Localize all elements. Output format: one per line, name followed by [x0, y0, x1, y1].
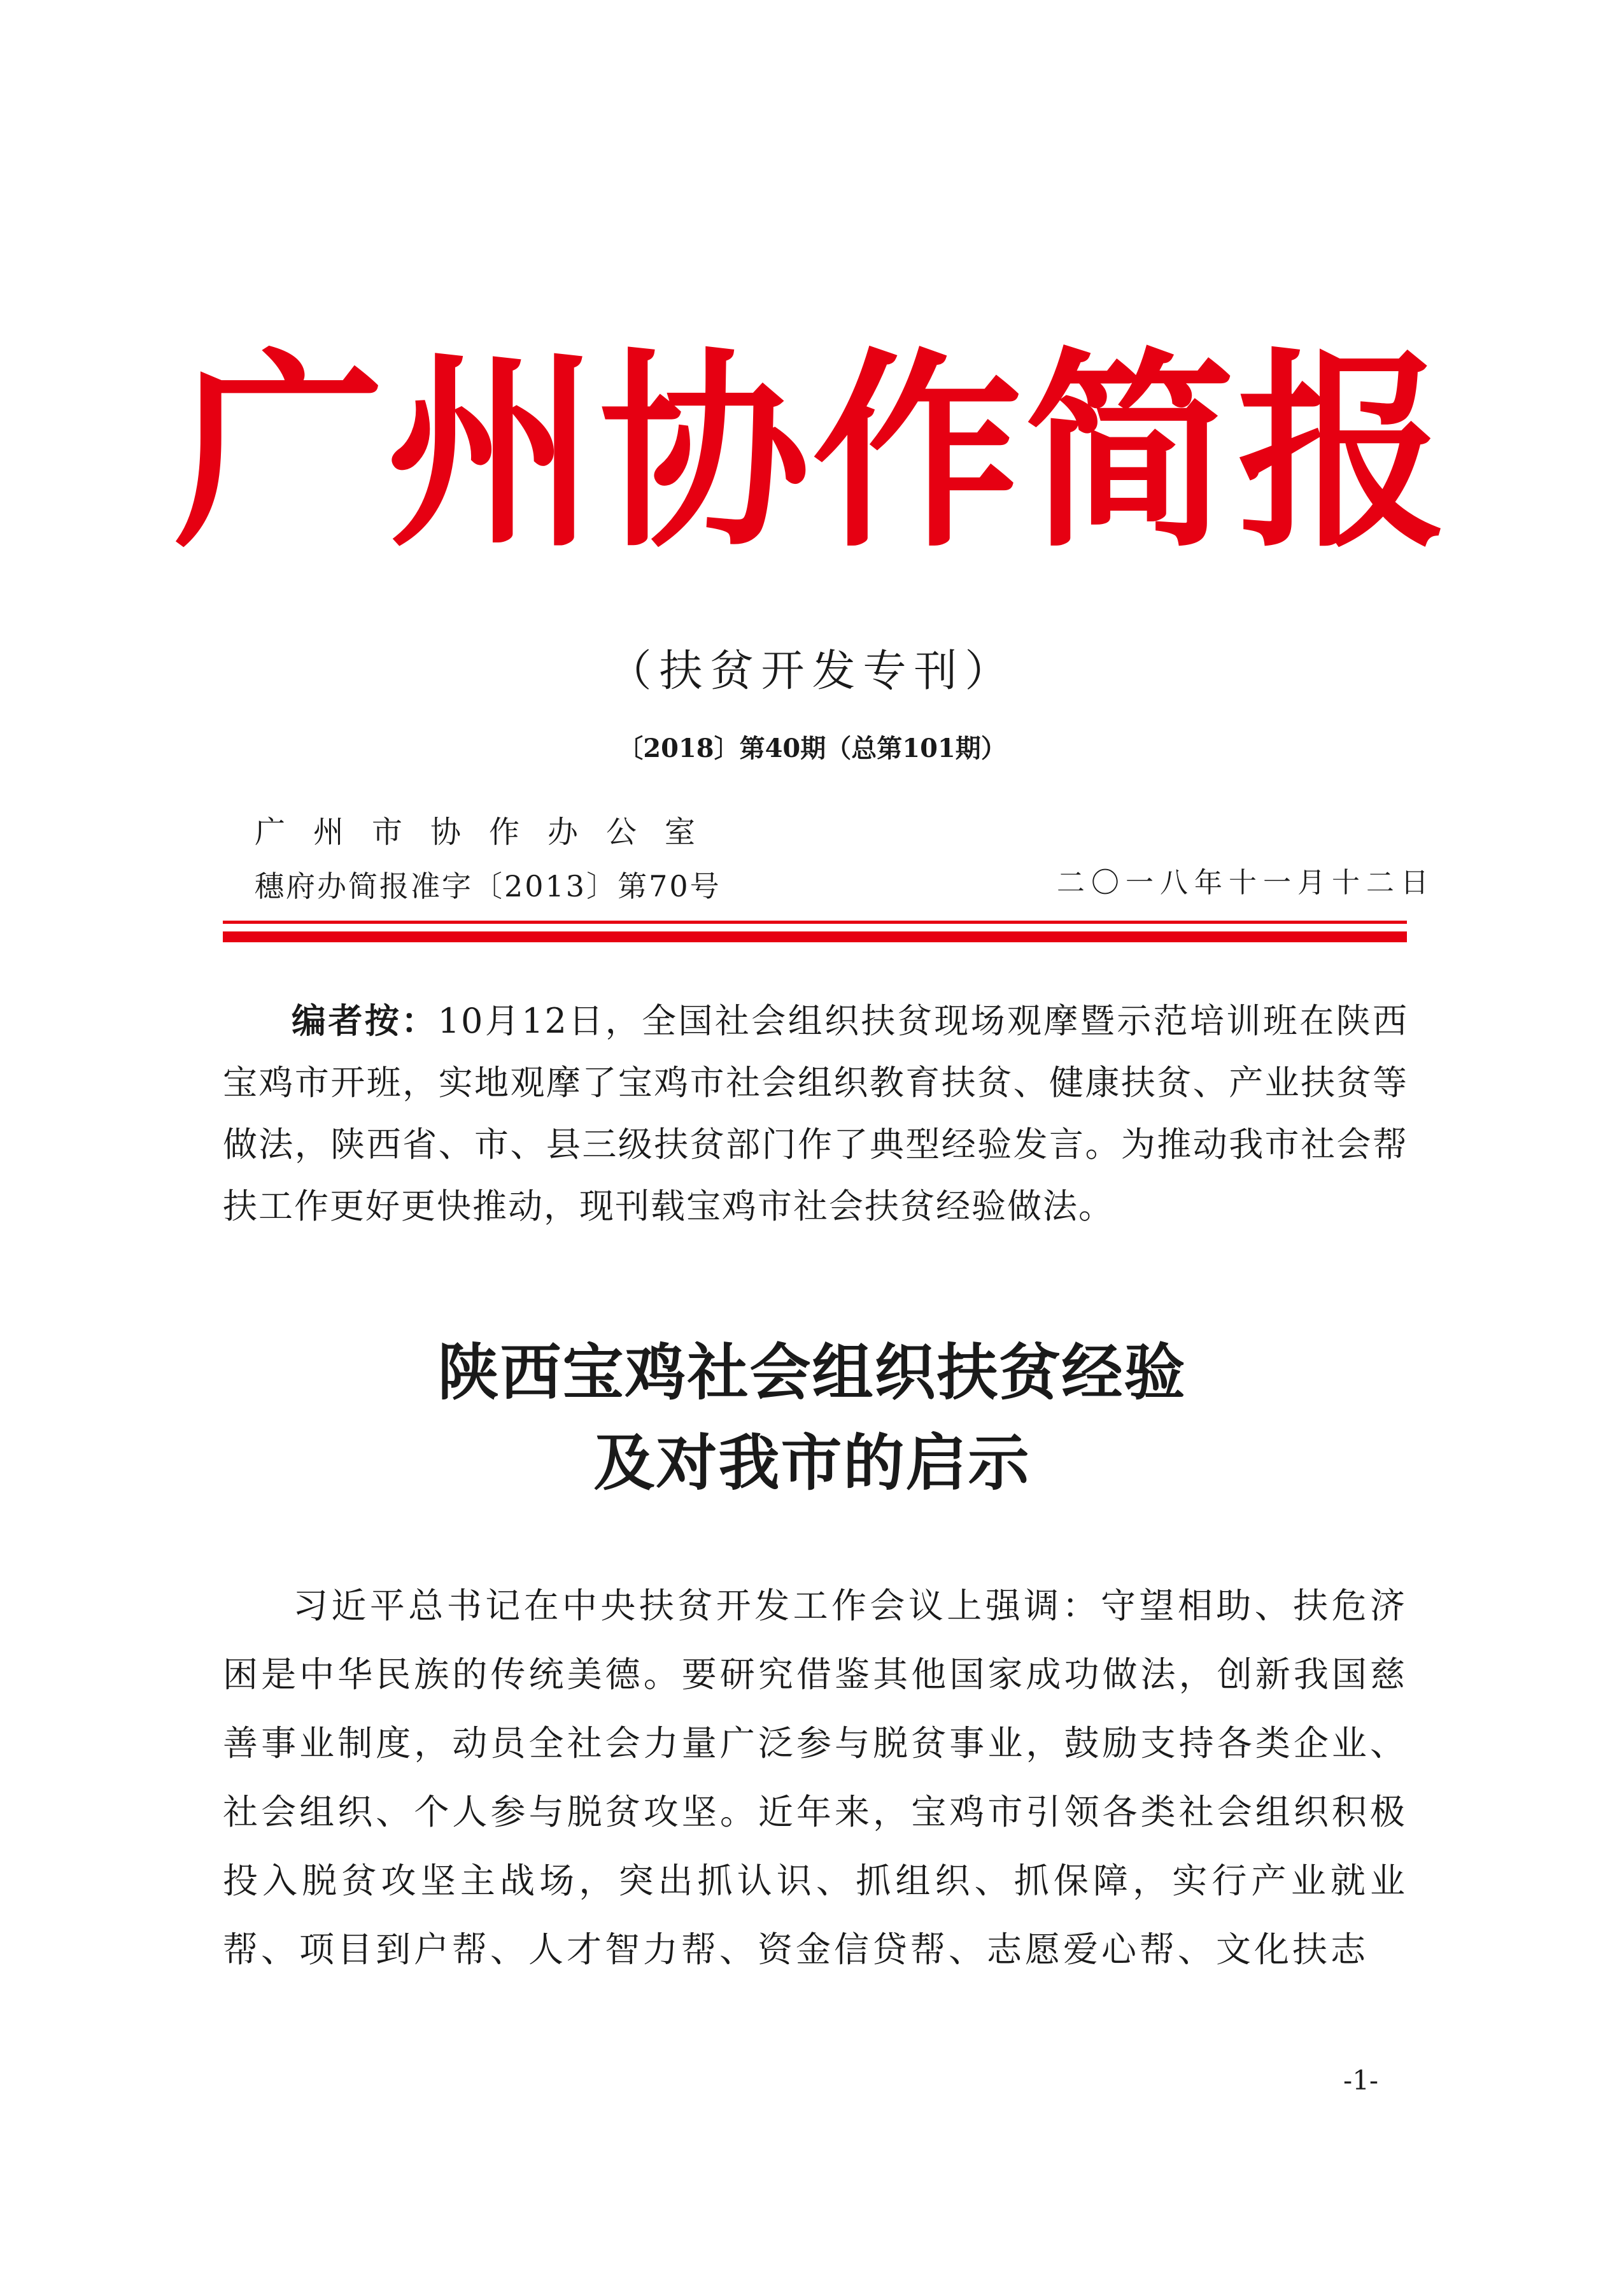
article-title: [0, 1327, 1624, 1508]
issue-number: 〔2018〕第40期（总第101期）: [618, 733, 1006, 763]
header-divider-thin: [223, 921, 1407, 924]
issue-date: 二〇一八年十一月十二日: [1057, 867, 1435, 899]
editor-note-text: 10月12日，全国社会组织扶贫现场观摩暨示范培训班在陕西宝鸡市开班，实地观摩了宝鸡市社会组织教育扶贫、健康扶贫、产业扶贫等做法，陕西省、市、县三级扶贫部门作了典型经验发言。为推动我市社会帮扶工作更好更快推动，现刊载宝鸡市社会扶贫经验做法。: [223, 1001, 1409, 1226]
editor-note-label: 编者按：: [292, 1000, 438, 1041]
header-divider-thick: [223, 931, 1407, 942]
special-issue-subtitle: （扶贫开发专刊）: [608, 646, 1016, 697]
article-body-paragraph: 习近平总书记在中央扶贫开发工作会议上强调：守望相助、扶危济困是中华民族的传统美德。要研究借鉴其他国家成功做法，创新我国慈善事业制度，动员全社会力量广泛参与脱贫事业，鼓励支持各类企业、社会组织、个人参与脱贫攻坚。近年来，宝鸡市引领各类社会组织积极投入脱贫攻坚主战场，突出抓认识、抓组织、抓保障，实行产业就业帮、项目到户帮、人才智力帮、资金信贷帮、志愿爱心帮、文化扶志: [223, 1585, 1408, 1970]
issuing-office: 广州市协作办公室: [255, 814, 724, 850]
page-number: -1-: [1343, 2065, 1379, 2096]
article-title-line-2: 及对我市的启示: [593, 1427, 1031, 1499]
editor-note: [223, 990, 1408, 1237]
publication-permit: 穗府办简报准字〔2013〕第70号: [255, 869, 721, 903]
article-title-line-1: 陕西宝鸡社会组织扶贫经验: [437, 1336, 1187, 1408]
masthead-title: 广州协作简报: [174, 329, 1450, 576]
